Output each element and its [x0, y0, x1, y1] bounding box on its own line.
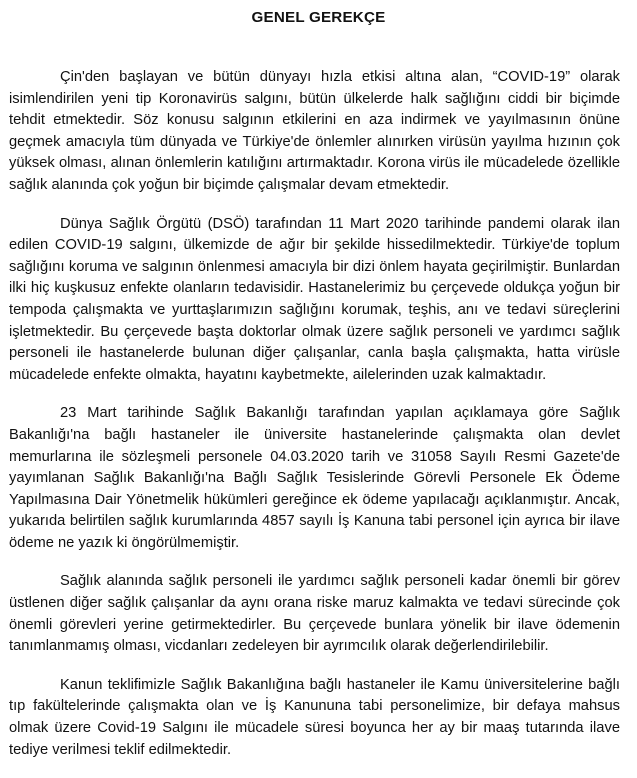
- paragraph-1: Çin'den başlayan ve bütün dünyayı hızla etkisi altına alan, “COVID-19” olarak isimlendirilen yeni tip Koronavirüs salgını, bütün ülkelerde halk sağlığını ciddi bir biçimde tehdit etmektedir. Söz konusu salgının etkilerini en aza indirmek ve yayılmasının önüne geçmek amacıyla tüm dünyada ve Türkiye'de önlemler alınırken virüsün yayılma hızının çok yüksek olması, alınan önlemlerin katılığını artırmaktadır. Korona virüs ile mücadelede özellikle sağlık alanında çok yoğun bir biçimde çalışmalar devam etmektedir.: [9, 69, 620, 193]
- paragraph-5: Kanun teklifimizle Sağlık Bakanlığına bağlı hastaneler ile Kamu üniversitelerine bağlı tıp fakültelerinde çalışmakta olan ve İş Kanununa tabi personelimize, bir defaya mahsus olmak üzere Covid-19 Salgını ile mücadele süresi boyunca her ay bir maaş tutarında ilave tediye verilmesi teklif edilmektedir.: [9, 676, 620, 758]
- paragraph-2: Dünya Sağlık Örgütü (DSÖ) tarafından 11 Mart 2020 tarihinde pandemi olarak ilan edilen COVID-19 salgını, ülkemizde de ağır bir şekilde hissedilmektedir. Türkiye'de toplum sağlığını koruma ve salgının önlenmesi amacıyla bir dizi önlem hayata geçirilmiştir. Bunlardan ilki hiç kuşkusuz enfekte olanların tedavisidir. Hastanelerimiz bu çerçevede oldukça yoğun bir tempoda çalışmakta ve yurttaşlarımızın sağlığını korumak, teşhis, anı ve tedavi süreçlerini işletmektedir. Bu çerçevede başta doktorlar olmak üzere sağlık personeli ve yardımcı sağlık personeli ile hastanelerde bulunan diğer çalışanlar, canla başla çalışmakta, hatta virüsle mücadelede enfekte olmakta, hayatını kaybetmekte, ailelerinden uzak kalmaktadır.: [9, 215, 620, 383]
- document-title: GENEL GEREKÇE: [251, 9, 386, 26]
- paragraph-3: 23 Mart tarihinde Sağlık Bakanlığı tarafından yapılan açıklamaya göre Sağlık Bakanlığı'na bağlı hastaneler ile üniversite hastanelerinde çalışmakta olan devlet memurlarına ile sözleşmeli personele 04.03.2020 tarih ve 31058 Sayılı Resmi Gazete'de yayımlanan Sağlık Bakanlığı'na Bağlı Sağlık Tesislerinde Görevli Personele Ek Ödeme Yapılmasına Dair Yönetmelik hükümleri gereğince ek ödeme yapılacağı açıklanmıştır. Ancak, yukarıda belirtilen sağlık kurumlarında 4857 sayılı İş Kanuna tabi personel için ayrıca bir ilave ödeme ne yazık ki öngörülmemiştir.: [9, 405, 620, 551]
- document-body: [9, 67, 620, 778]
- paragraph-4: Sağlık alanında sağlık personeli ile yardımcı sağlık personeli kadar önemli bir görev üstlenen diğer sağlık çalışanlar da aynı orana riske maruz kalmakta ve tedavi sürecinde çok önemli görevleri yerine getirmektedirler. Bu çerçevede bunlara yönelik bir ilave ödemenin tanımlanmamış olması, vicdanları zedeleyen bir ayrımcılık olarak değerlendirilebilir.: [9, 573, 620, 655]
